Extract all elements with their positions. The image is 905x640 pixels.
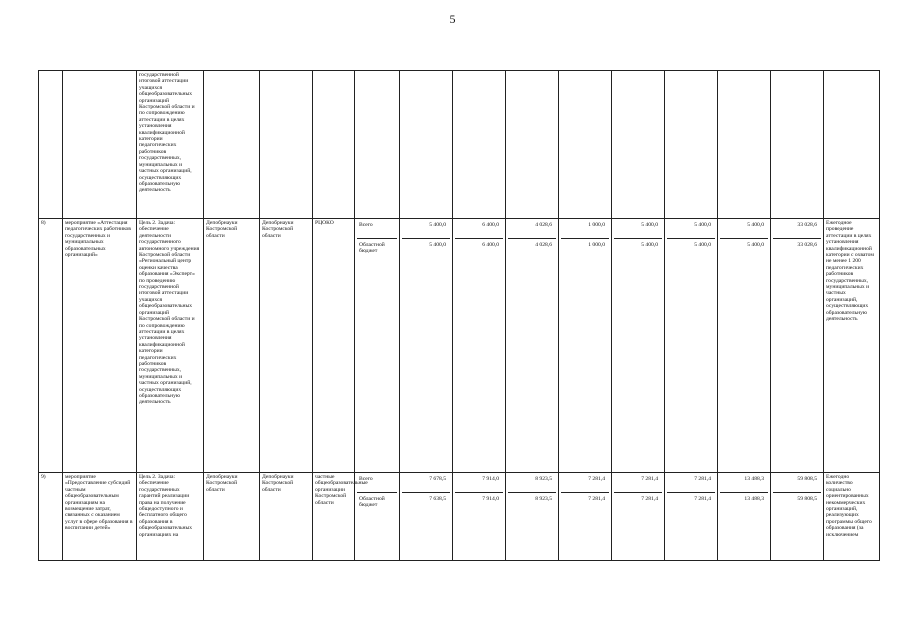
value-total: 5 400,0 [694,222,711,228]
value-budget: 6 400,0 [455,238,503,248]
executor-cell: Депобрнауки Костромской области [260,473,313,561]
value-budget: 13 488,3 [720,492,768,502]
value-total: 5 400,0 [429,222,446,228]
value-total: 7 678,5 [429,476,446,482]
value-budget: 4 028,6 [508,238,556,248]
source-total: Всего [359,476,373,482]
value-total: 6 400,0 [482,222,499,228]
table-row [39,71,880,219]
value-budget: 1 000,0 [561,238,609,248]
value-budget: 33 028,6 [773,238,821,248]
goal-cell: государственной итоговой аттестации учащихся общеобразовательных организаций Костромской области и по сопровождению аттестации в целях установления квалификационной категории педагогических работников государственных, муниципальных и частных организаций, осуществляющих образовательную деятельность [137,71,204,219]
goal-cell: Цель 2. Задача: обеспечение государственных гарантий реализации права на получение общедоступного и бесплатного общего образования в общеобразовательных организациях на [137,473,204,561]
value-total: 7 281,4 [694,476,711,482]
value-budget: 7 281,4 [667,492,715,502]
measure-name: мероприятие «Предоставление субсидий частным общеобразовательным организациям на возмещение затрат, связанных с оказанием услуг в сфере образования в воспитании детей» [63,473,137,561]
program-table [38,70,880,561]
value-budget: 5 400,0 [402,238,450,248]
value-total: 7 914,0 [482,476,499,482]
source-budget: Областной бюджет [357,238,397,255]
value-total: 5 400,0 [747,222,764,228]
source-cell [355,219,400,473]
value-total: 13 488,3 [744,476,764,482]
value-budget: 5 400,0 [667,238,715,248]
recipient-cell: РЦОКО [313,219,355,473]
recipient-cell: частные общеобразовательные организации Костромской области [313,473,355,561]
value-budget: 7 914,0 [455,492,503,502]
measure-name: мероприятие «Аттестация педагогических работников государственных и муниципальных образовательных организаций» [63,219,137,473]
value-total: 5 400,0 [641,222,658,228]
source-total: Всего [359,222,373,228]
row-number: 9) [39,473,63,561]
value-total: 33 028,6 [797,222,817,228]
table-row [39,219,880,473]
customer-cell: Депобрнауки Костромской области [204,473,260,561]
value-budget: 59 808,5 [773,492,821,502]
customer-cell: Депобрнауки Костромской области [204,219,260,473]
value-budget: 7 281,4 [561,492,609,502]
table-row [39,473,880,561]
source-budget: Областной бюджет [357,492,397,509]
executor-cell: Депобрнауки Костромской области [260,219,313,473]
value-budget: 7 281,4 [614,492,662,502]
row-number: 8) [39,219,63,473]
value-budget: 8 923,5 [508,492,556,502]
value-total: 4 028,6 [535,222,552,228]
value-total: 59 808,5 [797,476,817,482]
value-total: 7 281,4 [641,476,658,482]
value-budget: 7 638,5 [402,492,450,502]
result-cell: Ежегодное проведение аттестации в целях установления квалификационной категории с охватом не менее 1 200 педагогических работников государственных, муниципальных и частных организаций, осуществляющих образовательную деятельность [824,219,880,473]
page-number: 5 [449,12,456,26]
value-total: 1 000,0 [588,222,605,228]
value-budget: 5 400,0 [614,238,662,248]
result-cell: Ежегодно количество социально ориентированных некоммерческих организаций, реализующих программы общего образования (за исключением [824,473,880,561]
value-total: 7 281,4 [588,476,605,482]
value-budget: 5 400,0 [720,238,768,248]
goal-cell: Цель 2. Задача: обеспечение деятельности государственного автономного учреждения Костромской области «Региональный центр оценки качества образования «Эксперт» по проведению государственной итоговой аттестации учащихся общеобразовательных организаций Костромской области и по сопровождению аттестации в целях установления квалификационной категории педагогических работников государственных, муниципальных и частных организаций, осуществляющих образовательную деятельность [137,219,204,473]
value-total: 8 923,5 [535,476,552,482]
